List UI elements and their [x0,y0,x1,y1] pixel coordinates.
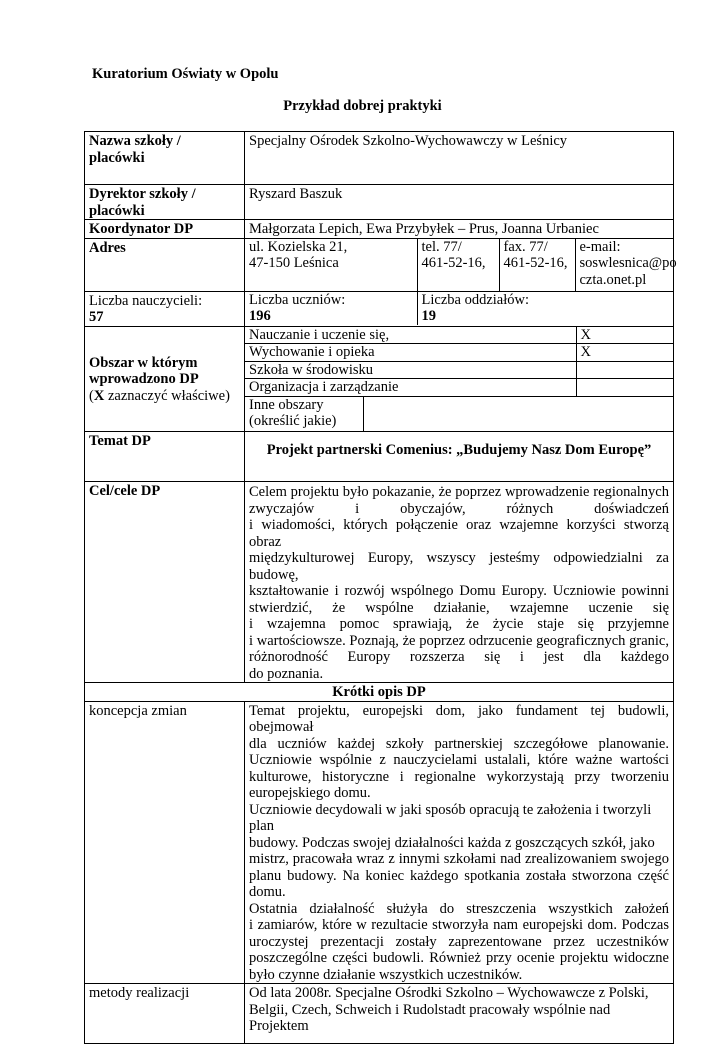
concept-line: uroczystej prezentacji zostały zaprezentowane przez uczestników [249,933,669,950]
area-label-line-1: Obszar w którym [89,354,198,371]
row-topic [85,432,674,482]
row-director [85,185,674,220]
phone-line-2: 461-52-16, [421,255,486,271]
concept-line: budowy. Podczas swojej działalności każda z goszczących szkół, jako [249,834,655,851]
concept-line: kulturowe, historyczne i regionalne wykorzystają przy tworzeniu [249,768,669,785]
area-option-management: Organizacja i zarządzanie [245,379,576,397]
area-option-row [245,327,674,344]
area-label-x: X [93,387,105,404]
summary-heading: Krótki opis DP [85,683,674,702]
row-methods [85,984,674,1044]
director-value: Ryszard Baszuk [245,185,674,220]
concept-line: europejskiego domu. [249,785,371,801]
area-mark-teaching: X [576,327,674,344]
school-name-label: Nazwa szkoły / placówki [85,132,245,185]
methods-line: Od lata 2008r. Specjalne Ośrodki Szkolno – Wychowawcze z Polski, [249,985,649,1001]
email-line-3: czta.onet.pl [579,271,647,288]
school-name-value: Specjalny Ośrodek Szkolno-Wychowawczy w Leśnicy [245,132,674,185]
area-option-row [245,361,674,379]
row-address [85,238,674,291]
topic-value: Projekt partnerski Comenius: „Budujemy Nasz Dom Europę” [245,432,674,482]
document-title: Przykład dobrej praktyki [283,98,442,114]
area-option-teaching: Nauczanie i uczenie się, [245,327,576,344]
row-counts [85,291,674,326]
divisions-label: Liczba oddziałów: [421,291,529,308]
students-value: 196 [249,308,271,324]
area-other-value [363,396,674,431]
address-label: Adres [85,238,245,291]
row-concept [85,701,674,984]
coordinator-value: Małgorzata Lepich, Ewa Przybyłek – Prus, Joanna Urbaniec [245,220,674,239]
goal-line: międzykulturowej Europy, wszyscy jesteśmy odpowiedzialni za budowę, [249,550,669,583]
concept-line: dla uczniów każdej szkoły partnerskiej szczegółowe planowanie. [249,735,669,752]
goal-label: Cel/cele DP [85,482,245,683]
coordinator-label: Koordynator DP [85,220,245,239]
area-label-line-3 [89,388,240,405]
concept-line: mistrz, pracowała wraz z innymi szkołami nad zrealizowaniem swojego [249,851,669,867]
row-school-name [85,132,674,185]
area-option-community: Szkoła w środowisku [245,361,576,379]
area-label-rest: zaznaczyć właściwe) [104,387,230,404]
goal-line: i wartościowsze. Poznają, że poprzez odrzucenie geograficznych granic, [249,632,669,649]
area-other-line-1: Inne obszary [249,396,324,413]
fax-line-1: fax. 77/ [503,238,548,255]
concept-line: Ostatnia działalność służyła do streszczenia wszystkich założeń [249,900,669,917]
concept-line: i zamiarów, które w rezultacie stworzyła nam europejski dom. Podczas [249,917,669,933]
goal-line: różnorodność Europy rozszerza się i jest dla każdego [249,649,669,665]
teachers-value: 57 [89,309,104,325]
goal-text [245,482,674,683]
director-label: Dyrektor szkoły / placówki [85,185,245,220]
goal-line: zwyczajów i obyczajów, różnych doświadczeń [249,500,669,517]
area-option-row [245,396,674,431]
goal-line: i wiadomości, których połączenie oraz wzajemne korzyści stworzą obraz [249,517,669,550]
email-line-1: e-mail: [579,238,621,255]
concept-line: Uczniowie wspólnie z nauczycielami ustalali, które ważne wartości [249,752,669,768]
area-option-row [245,344,674,362]
divisions-value: 19 [421,308,436,324]
goal-line: do poznania. [249,665,324,682]
area-mark-community [576,361,674,379]
methods-line: Belgii, Czech, Schweich i Rudolstadt pracowały wspólnie nad Projektem [249,1001,611,1034]
teachers-label: Liczba nauczycieli: [89,292,203,309]
area-mark-management [576,379,674,397]
area-label-line-2: wprowadzono DP [89,371,199,387]
concept-line: planu budowy. Na koniec każdego spotkania została stworzona część [249,867,669,884]
goal-line: i wzajemna pomoc sprawiają, że życie staje się przyjemne [249,616,669,632]
address-street: ul. Kozielska 21, [249,238,348,255]
concept-line: było czynne działanie wszystkich uczestników. [249,966,523,983]
row-summary-heading [85,683,674,702]
concept-line: domu. [249,884,286,900]
fax-line-2: 461-52-16, [503,255,568,271]
topic-label: Temat DP [85,432,245,482]
area-other-line-2: (określić jakie) [249,413,337,429]
goal-line: Celem projektu było pokazanie, że poprzez wprowadzenie regionalnych [249,484,669,500]
goal-line: stwierdzić, że wspólne działanie, wzajemne uczenie się [249,599,669,616]
concept-label: koncepcja zmian [85,701,245,984]
area-option-row [245,379,674,397]
row-coordinator [85,220,674,239]
row-goal [85,482,674,683]
concept-text [245,701,674,984]
area-label-open-paren: ( [89,387,94,404]
address-city: 47-150 Leśnica [249,255,339,271]
area-options-table [245,327,674,432]
concept-line: Uczniowie decydowali w jaki sposób opracują te założenia i tworzyli plan [249,801,652,834]
phone-line-1: tel. 77/ [421,238,462,255]
row-area [85,326,674,432]
institution-heading: Kuratorium Oświaty w Opolu [92,66,279,82]
area-mark-care: X [576,344,674,362]
email-line-2: soswlesnica@po [579,255,677,271]
concept-line: poszczególne części budowli. Również przy ocenie projektu widoczne [249,950,669,966]
concept-line: Temat projektu, europejski dom, jako fundament tej budowli, obejmował [249,702,669,735]
students-label: Liczba uczniów: [249,291,346,308]
methods-label: metody realizacji [85,984,245,1044]
practice-table [84,131,677,1044]
area-option-care: Wychowanie i opieka [245,344,576,362]
goal-line: kształtowanie i rozwój wspólnego Domu Europy. Uczniowie powinni [249,583,669,599]
